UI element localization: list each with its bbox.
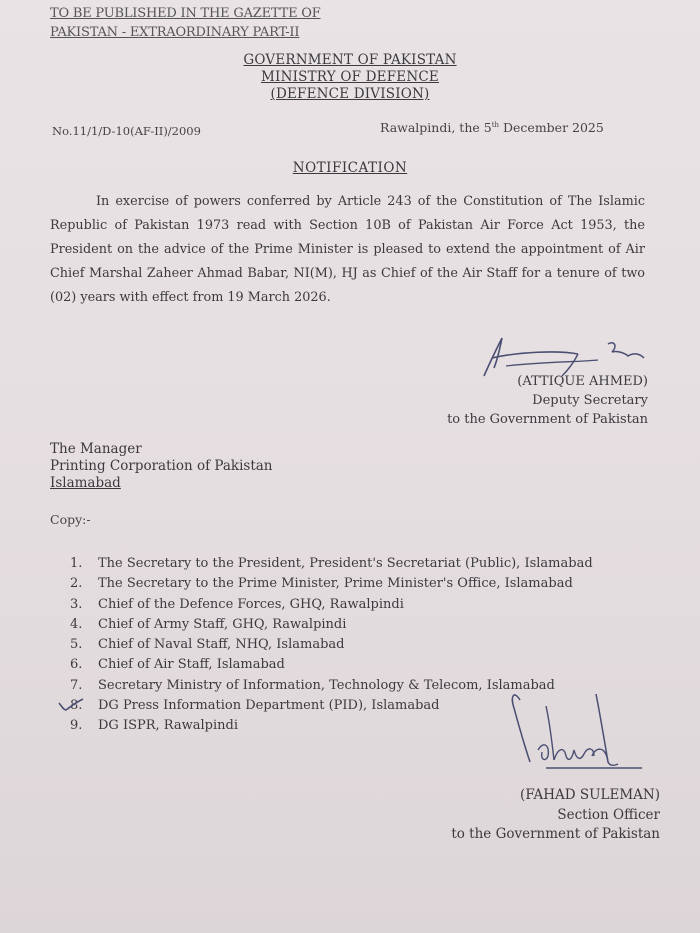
addressee-line-3: Islamabad xyxy=(50,475,121,491)
list-item: 1. The Secretary to the President, President's Secretariat (Public), Islamabad xyxy=(70,556,593,571)
list-item: 7. Secretary Ministry of Information, Technology & Telecom, Islamabad xyxy=(70,677,555,693)
letterhead-government: GOVERNMENT OF PAKISTAN xyxy=(243,52,457,68)
list-item: 8. DG Press Information Department (PID), Islamabad xyxy=(70,698,440,714)
list-item: 3. Chief of the Defence Forces, GHQ, Rawalpindi xyxy=(70,596,404,612)
letterhead xyxy=(0,52,700,103)
signatory-2-designation: Section Officer xyxy=(557,806,660,823)
gazette-line-2: PAKISTAN - EXTRAORDINARY PART-II xyxy=(50,25,300,40)
checkmark-icon xyxy=(57,697,87,717)
issue-date: Rawalpindi, the 5th December 2025 xyxy=(380,120,604,135)
list-item: 9. DG ISPR, Rawalpindi xyxy=(70,718,238,734)
signatory-1-org: to the Government of Pakistan xyxy=(447,412,648,427)
gazette-note xyxy=(50,4,321,42)
notification-body: In exercise of powers conferred by Article 243 of the Constitution of The Islamic Republic of Pakistan 1973 read with Section 10B of Pakistan Air Force Act 1953, the President on the advice of the Prime Minister is pleased to extend the appointment of Air Chief Marshal Zaheer Ahmad Babar, NI(M), HJ as Chief of the Air Staff for a tenure of two (02) years with effect from 19 March 2026. xyxy=(50,194,645,305)
letterhead-division: (DEFENCE DIVISION) xyxy=(270,86,430,102)
signatory-2-name: (FAHAD SULEMAN) xyxy=(520,787,660,803)
list-item: 4. Chief of Army Staff, GHQ, Rawalpindi xyxy=(70,616,347,632)
signatory-1-name: (ATTIQUE AHMED) xyxy=(517,374,648,389)
signatory-2-org: to the Government of Pakistan xyxy=(451,826,660,842)
reference-number: No.11/1/D-10(AF-II)/2009 xyxy=(52,124,201,138)
notification-title: NOTIFICATION xyxy=(292,160,408,176)
addressee-line-2: Printing Corporation of Pakistan xyxy=(50,458,273,474)
letterhead-ministry: MINISTRY OF DEFENCE xyxy=(261,69,439,85)
signature-fahad-suleman xyxy=(510,690,660,784)
signatory-block-1 xyxy=(447,372,648,429)
signatory-block-2 xyxy=(451,786,660,845)
addressee-line-1: The Manager xyxy=(50,441,142,457)
list-item: 2. The Secretary to the Prime Minister, Prime Minister's Office, Islamabad xyxy=(70,576,573,592)
gazette-line-1: TO BE PUBLISHED IN THE GAZETTE OF xyxy=(50,6,321,21)
list-item: 5. Chief of Naval Staff, NHQ, Islamabad xyxy=(70,637,345,653)
copy-label: Copy:- xyxy=(50,512,91,527)
signatory-1-designation: Deputy Secretary xyxy=(532,393,648,408)
addressee-block xyxy=(50,441,273,492)
list-item: 6. Chief of Air Staff, Islamabad xyxy=(70,657,285,673)
